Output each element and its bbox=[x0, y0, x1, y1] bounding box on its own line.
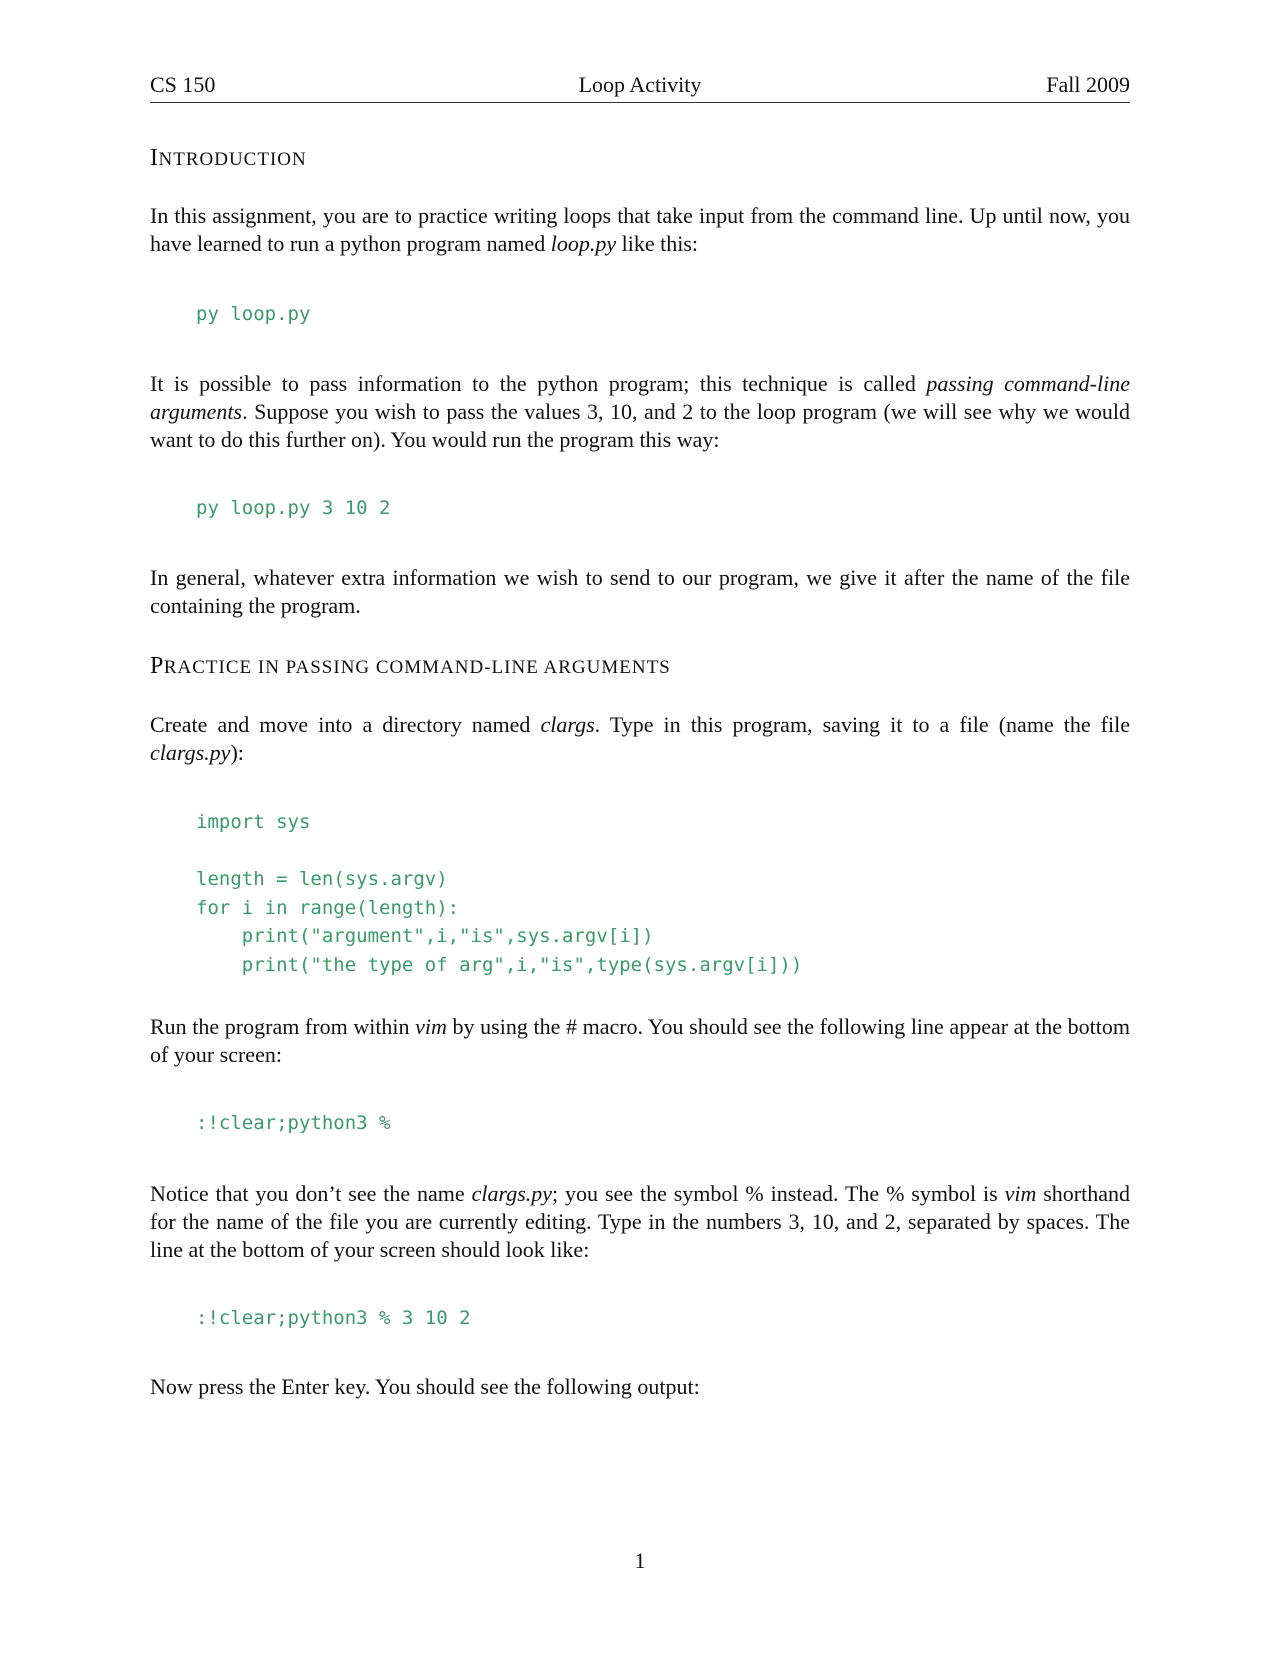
text: It is possible to pass information to the python program; this technique is called bbox=[150, 371, 927, 396]
header-term: Fall 2009 bbox=[1046, 72, 1130, 97]
paragraph-notice bbox=[150, 1180, 1130, 1264]
text: Notice that you don’t see the name bbox=[150, 1181, 472, 1206]
paragraph-intro bbox=[150, 202, 1130, 258]
page-header bbox=[150, 70, 1130, 103]
paragraph-enter: Now press the Enter key. You should see the following output: bbox=[150, 1374, 700, 1399]
text: Create and move into a directory named bbox=[150, 712, 541, 737]
page-number: 1 bbox=[634, 1548, 646, 1573]
vim-emphasis: vim bbox=[1004, 1181, 1037, 1206]
text: Run the program from within bbox=[150, 1014, 416, 1039]
code-block-vim-command: :!clear;python3 % bbox=[196, 1112, 391, 1134]
filename-emphasis: loop.py bbox=[550, 231, 617, 256]
heading-initial: I bbox=[150, 145, 159, 171]
header-title: Loop Activity bbox=[578, 72, 702, 97]
text: ; you see the symbol % instead. The % symbol is bbox=[552, 1181, 1005, 1206]
code-block-vim-command-args: :!clear;python3 % 3 10 2 bbox=[196, 1307, 471, 1329]
paragraph-create bbox=[150, 711, 1130, 767]
paragraph-general: In general, whatever extra information we wish to send to our program, we give it after the name of the file containing the program. bbox=[150, 565, 1130, 618]
text: by using the # macro. You should see the following line appear at the bottom of your screen: bbox=[150, 1014, 1130, 1067]
filename-emphasis: clargs.py bbox=[150, 740, 231, 765]
term-emphasis: passing command-line arguments bbox=[150, 371, 1130, 424]
section-heading-practice bbox=[150, 653, 671, 680]
text: . Suppose you wish to pass the values 3, 10, and 2 to the loop program (we will see why we would want to do this further on). You would run the program this way: bbox=[150, 399, 1130, 452]
document-page bbox=[150, 0, 1130, 1656]
heading-initial: P bbox=[150, 653, 164, 679]
paragraph-run-vim bbox=[150, 1013, 1130, 1069]
dirname-emphasis: clargs bbox=[540, 712, 595, 737]
text: . Type in this program, saving it to a file (name the file bbox=[594, 712, 1131, 737]
heading-rest: RACTICE IN PASSING COMMAND-LINE ARGUMENTS bbox=[163, 657, 671, 678]
filename-emphasis: clargs.py bbox=[471, 1181, 553, 1206]
section-heading-introduction bbox=[150, 145, 307, 172]
vim-emphasis: vim bbox=[415, 1014, 447, 1039]
paragraph-passing bbox=[150, 370, 1130, 454]
text: like this: bbox=[616, 231, 699, 256]
text: ): bbox=[230, 740, 244, 765]
header-course: CS 150 bbox=[150, 72, 216, 97]
text: In this assignment, you are to practice writing loops that take input from the command line. Up until now, you have learned to run a python program named bbox=[150, 203, 1130, 256]
code-block-run: py loop.py bbox=[196, 303, 311, 325]
text: shorthand for the name of the file you are currently editing. Type in the numbers 3, 10, and 2, separated by spaces. The line at the bottom of your screen should look like: bbox=[150, 1181, 1130, 1262]
code-block-program: import sys length = len(sys.argv) for i in range(length): print("argument",i,"is",sys.argv[i]) print("the type of arg",i,"is",type(sys.argv[i])) bbox=[196, 811, 803, 976]
code-block-run-args: py loop.py 3 10 2 bbox=[196, 497, 391, 519]
heading-rest: NTRODUCTION bbox=[158, 149, 307, 170]
